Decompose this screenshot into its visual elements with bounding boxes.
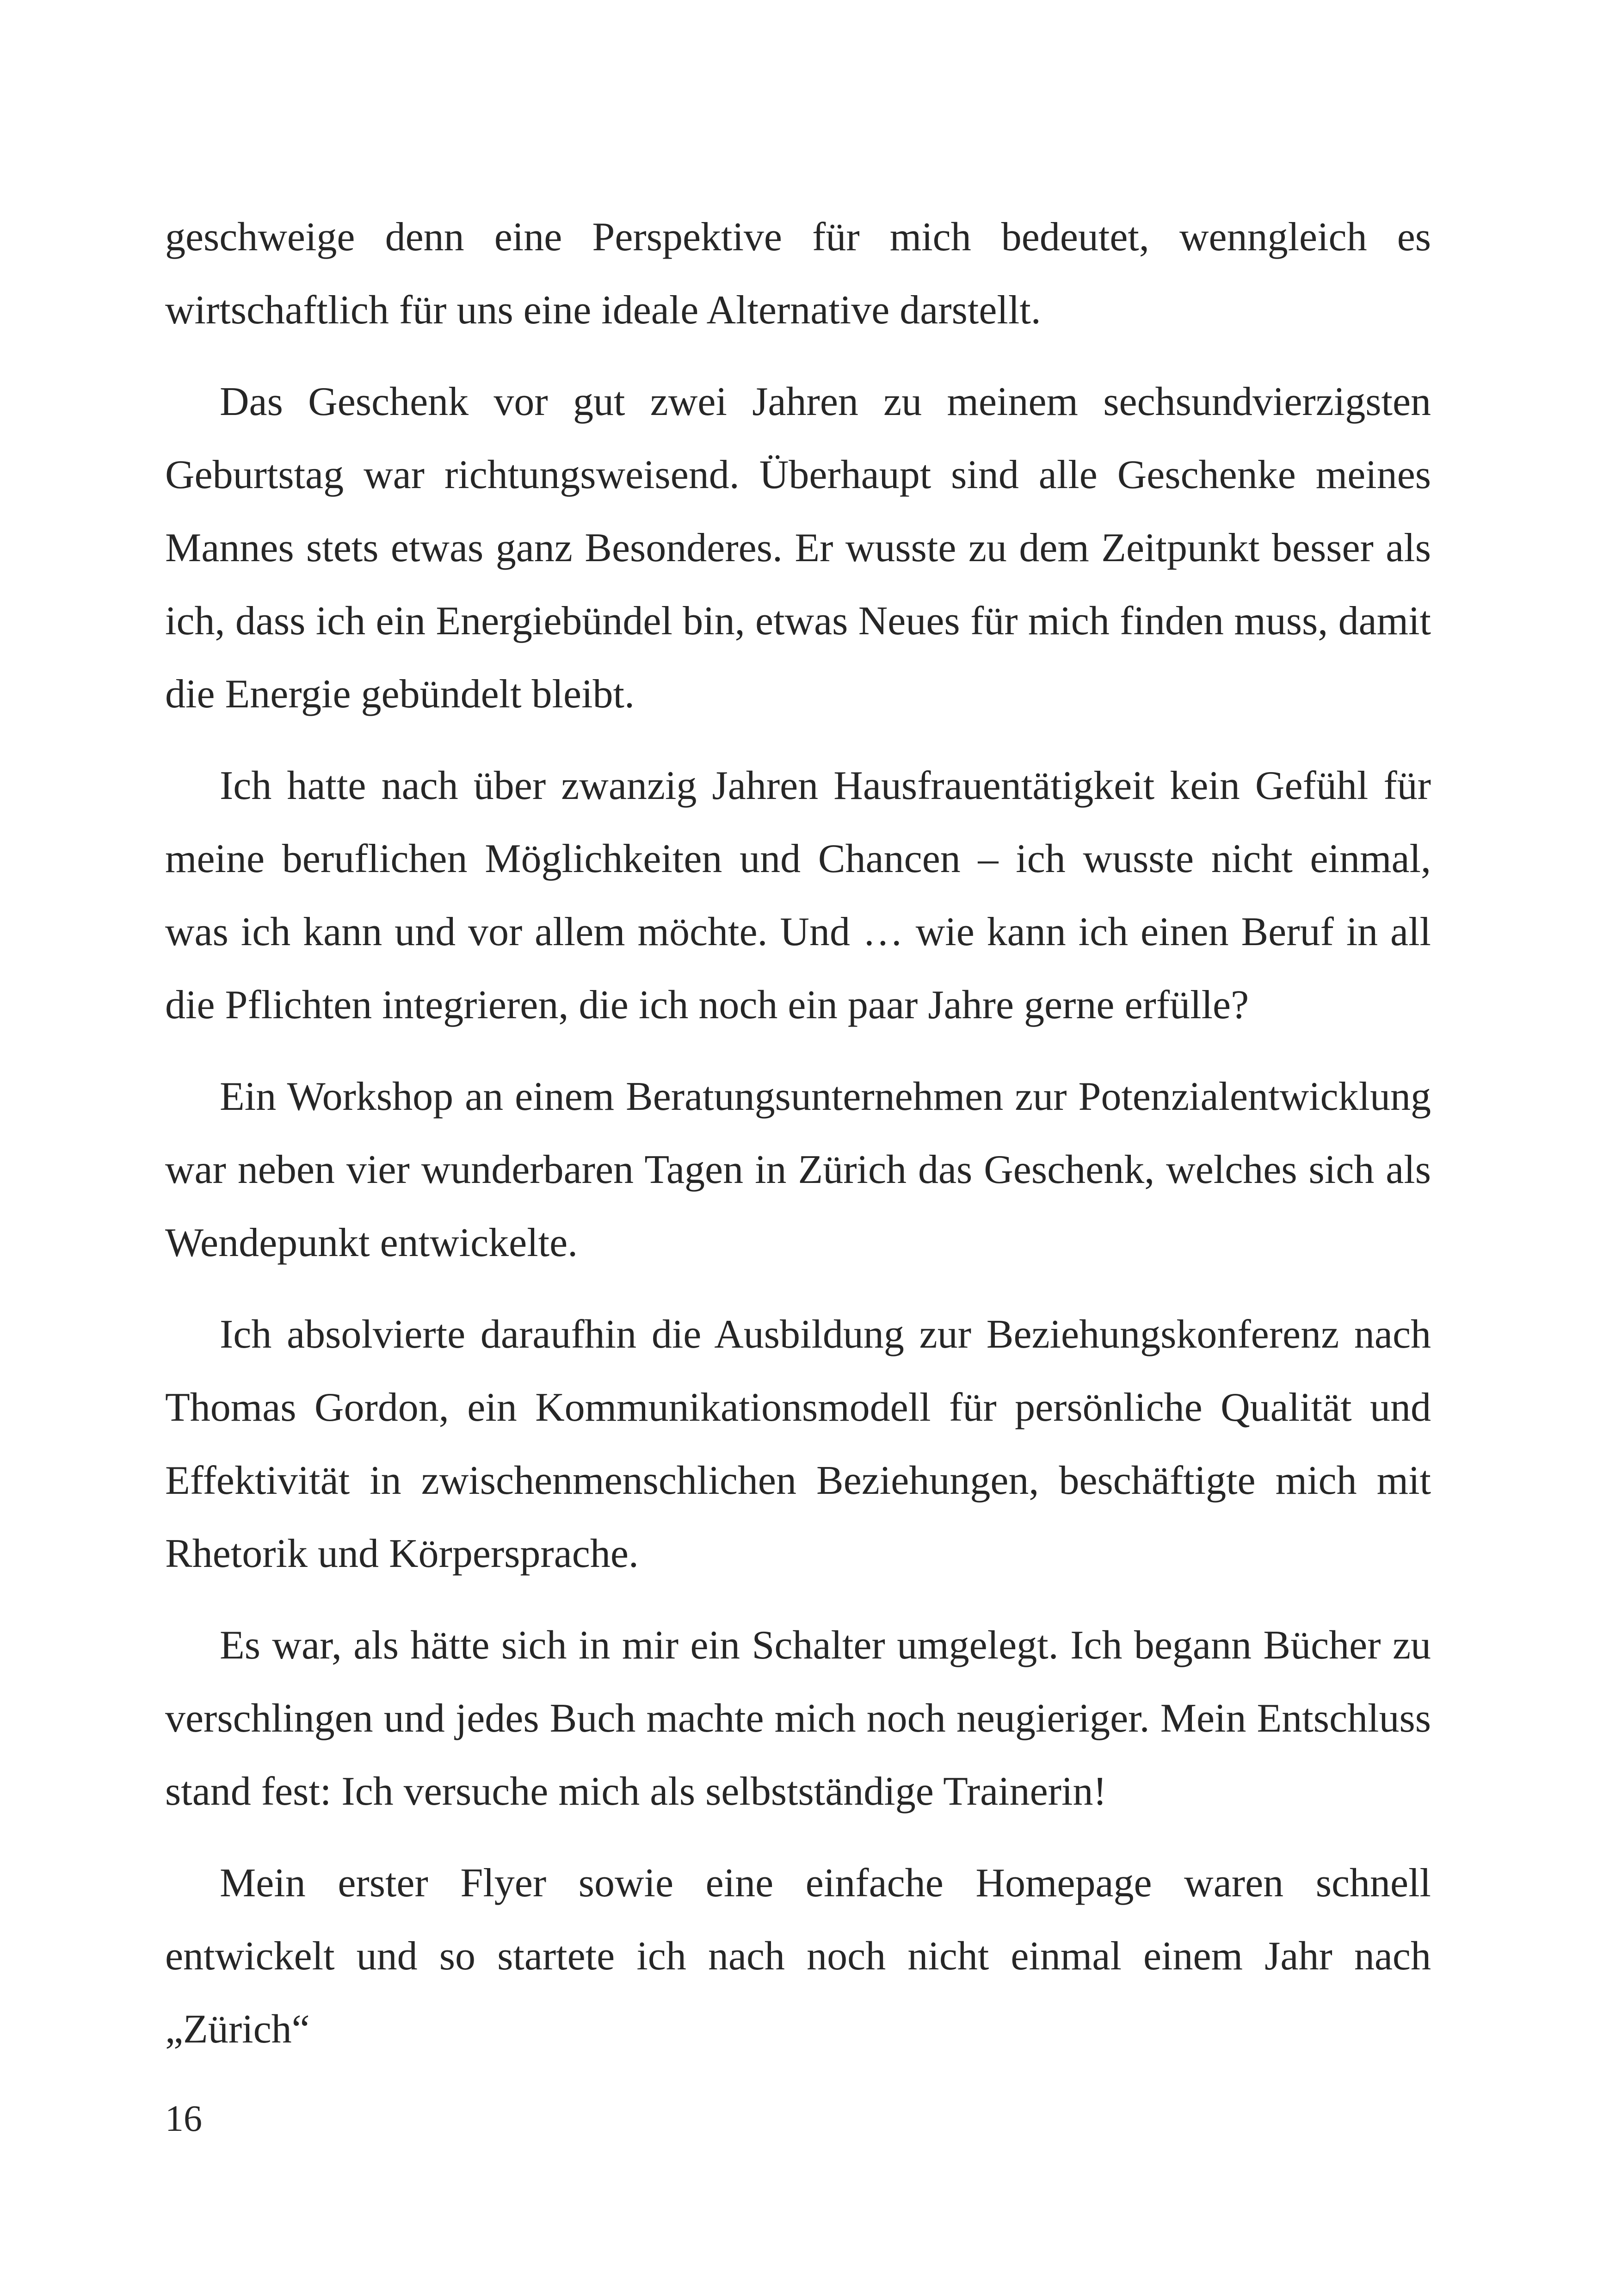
body-text <box>165 201 1431 2066</box>
paragraph-5: Ich absolvierte daraufhin die Ausbildung zur Beziehungskonferenz nach Thomas Gordon, ein Kommunikationsmodell für persönliche Qualität und Effektivität in zwischenmenschlichen Beziehungen, beschäftigte mich mit Rhetorik und Körpersprache. <box>165 1312 1431 1576</box>
paragraph-7: Mein erster Flyer sowie eine einfache Homepage waren schnell entwickelt und so startete ich nach noch nicht einmal einem Jahr nach „Zürich“ <box>165 1861 1431 2052</box>
paragraph-1: geschweige denn eine Perspektive für mich bedeutet, wenngleich es wirtschaftlich für uns eine ideale Alternative darstellt. <box>165 215 1431 333</box>
paragraph-4: Ein Workshop an einem Beratungsunternehmen zur Potenzialentwicklung war neben vier wunderbaren Tagen in Zürich das Geschenk, welches sich als Wendepunkt entwickelte. <box>165 1074 1431 1265</box>
paragraph-3: Ich hatte nach über zwanzig Jahren Hausfrauentätigkeit kein Gefühl für meine beruflichen Möglichkeiten und Chancen – ich wusste nicht einmal, was ich kann und vor allem möchte. Und … wie kann ich einen Beruf in all die Pflichten integrieren, die ich noch ein paar Jahre gerne erfülle? <box>165 763 1431 1027</box>
page-number: 16 <box>165 2098 202 2139</box>
paragraph-2: Das Geschenk vor gut zwei Jahren zu meinem sechsundvierzigsten Geburtstag war richtungsweisend. Überhaupt sind alle Geschenke meines Mannes stets etwas ganz Besonderes. Er wusste zu dem Zeitpunkt besser als ich, dass ich ein Energiebündel bin, etwas Neues für mich finden muss, damit die Energie gebündelt bleibt. <box>165 379 1431 717</box>
paragraph-6: Es war, als hätte sich in mir ein Schalter umgelegt. Ich begann Bücher zu verschlingen und jedes Buch machte mich noch neugieriger. Mein Entschluss stand fest: Ich versuche mich als selbstständige Trainerin! <box>165 1623 1431 1814</box>
